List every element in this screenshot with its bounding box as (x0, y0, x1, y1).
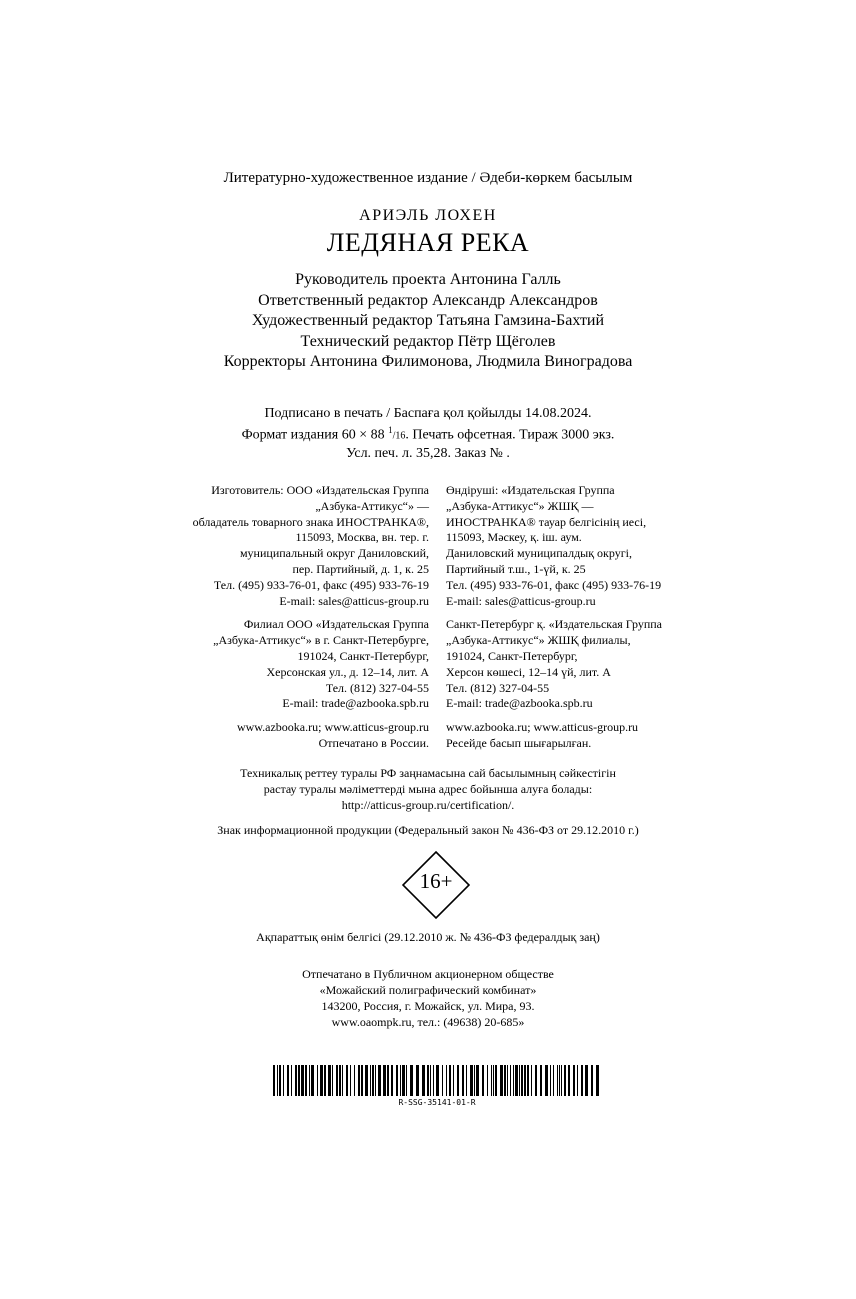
line: Тел. (495) 933-76-01, факс (495) 933-76-19 (213, 577, 429, 592)
line: E-mail: trade@azbooka.spb.ru (446, 696, 593, 711)
line: Отпечатано в Публичном акционерном обществе (302, 967, 554, 981)
line: „Азбука-Аттикус“» ЖШҚ филиалы, (446, 633, 631, 648)
line: www.oaompk.ru, тел.: (49638) 20-685» (331, 1015, 525, 1029)
order-line: Усл. печ. л. 35,28. Заказ № . (346, 445, 510, 461)
line: Филиал ООО «Издательская Группа (243, 617, 429, 632)
line: Тел. (812) 327-04-55 (446, 680, 550, 695)
line: E-mail: sales@atticus-group.ru (279, 593, 429, 608)
line: «Можайский полиграфический комбинат» (319, 983, 537, 997)
format-line (0, 422, 856, 445)
line: 191024, Санкт-Петербург, (446, 648, 578, 663)
line: Партийный т.ш., 1-үй, к. 25 (446, 561, 586, 576)
line: Ресейде басып шығарылған. (446, 735, 592, 750)
publication-info (0, 405, 856, 462)
line: растау туралы мәліметтерді мына адрес бойынша алуға болады: (263, 781, 593, 796)
credit-line: Корректоры Антонина Филимонова, Людмила Виноградова (223, 353, 633, 370)
format-suffix: . Печать офсетная. Тираж 3000 экз. (405, 427, 615, 443)
line: Отпечатано в России. (318, 735, 429, 750)
line: пер. Партийный, д. 1, к. 25 (292, 561, 429, 576)
line: обладатель товарного знака ИНОСТРАНКА®, (192, 514, 429, 529)
line: Өндіруші: «Издательская Группа (446, 483, 615, 497)
line: „Азбука-Аттикус“» ЖШҚ — (446, 498, 594, 513)
format-sub: /16 (392, 430, 406, 442)
credit-line: Ответственный редактор Александр Александров (258, 291, 598, 309)
line: Тел. (812) 327-04-55 (325, 680, 429, 695)
line: 143200, Россия, г. Можайск, ул. Мира, 93. (321, 999, 535, 1013)
credit-line: Художественный редактор Татьяна Гамзина-Бахтий (251, 312, 605, 329)
line: Техникалық реттеу туралы РФ заңнамасына сай басылымның сәйкестігін (240, 766, 616, 780)
line: ИНОСТРАНКА® тауар белгісінің иесі, (446, 514, 647, 529)
format-prefix: Формат издания 60 × 88 (241, 427, 389, 443)
barcode-text: R-SSG-35141-01-R (398, 1098, 476, 1107)
line: „Азбука-Аттикус“» — (315, 498, 429, 513)
info-sign-kz: Ақпараттық өнім белгісі (29.12.2010 ж. № 436-ФЗ федералдық заң) (256, 930, 600, 944)
line: 191024, Санкт-Петербург, (297, 648, 429, 663)
line: www.azbooka.ru; www.atticus-group.ru (236, 720, 429, 735)
signed-line: Подписано в печать / Баспаға қол қойылды 14.08.2024. (264, 406, 592, 421)
line: „Азбука-Аттикус“» в г. Санкт-Петербурге, (213, 633, 429, 648)
info-sign-ru: Знак информационной продукции (Федеральный закон № 436-ФЗ от 29.12.2010 г.) (217, 823, 639, 837)
printer-info (0, 966, 856, 1030)
manufacturer-kz (446, 483, 662, 752)
age-rating: 16+ (419, 869, 453, 893)
format-sup: 1 (388, 425, 393, 435)
line: 115093, Москва, вн. тер. г. (295, 530, 429, 545)
line: Санкт-Петербург қ. «Издательская Группа (446, 617, 662, 632)
author-name: АРИЭЛЬ ЛОХЕН (359, 207, 497, 224)
genre-line: Литературно-художественное издание / Әдеби-көркем басылым (223, 170, 633, 186)
line: E-mail: trade@azbooka.spb.ru (282, 696, 429, 711)
line: Даниловский муниципалдық округі, (446, 546, 632, 561)
credit-line: Руководитель проекта Антонина Галль (295, 271, 561, 288)
credit-line: Технический редактор Пётр Щёголев (300, 332, 556, 350)
manufacturer-ru (193, 483, 429, 752)
certification-note (0, 766, 856, 813)
line: E-mail: sales@atticus-group.ru (446, 593, 596, 608)
line: Херсонская ул., д. 12–14, лит. А (266, 664, 429, 679)
line: 115093, Мәскеу, қ. іш. аум. (446, 530, 582, 545)
staff-credits (0, 270, 856, 373)
line: Тел. (495) 933-76-01, факс (495) 933-76-19 (446, 577, 662, 592)
line: Изготовитель: ООО «Издательская Группа (211, 483, 429, 497)
line: http://atticus-group.ru/certification/. (341, 797, 515, 812)
line: Херсон көшесі, 12–14 үй, лит. А (446, 664, 611, 679)
barcode-icon (273, 1065, 601, 1096)
book-title: ЛЕДЯНАЯ РЕКА (326, 228, 530, 257)
line: www.azbooka.ru; www.atticus-group.ru (446, 720, 639, 735)
line: муниципальный округ Даниловский, (239, 546, 429, 561)
